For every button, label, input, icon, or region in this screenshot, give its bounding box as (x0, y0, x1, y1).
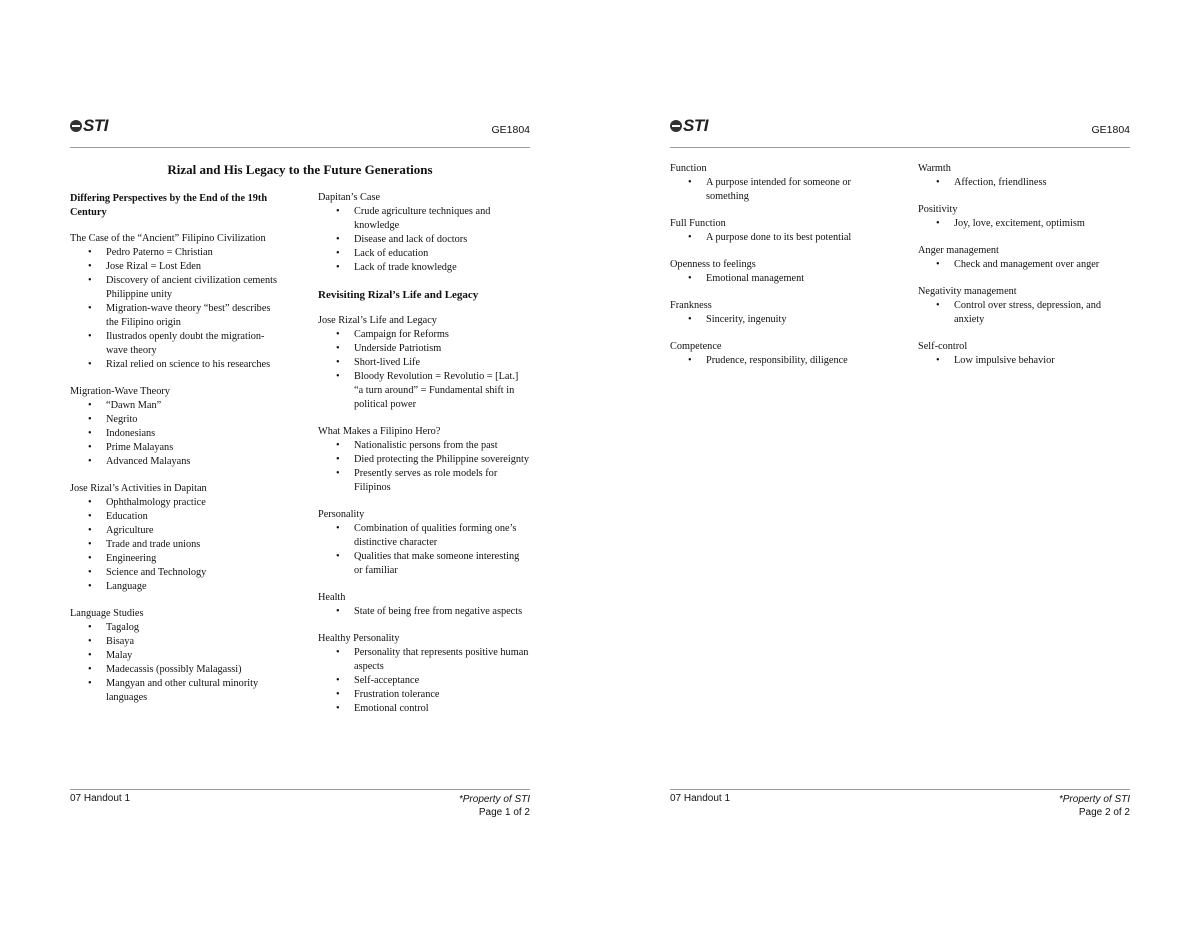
content-section (918, 162, 1130, 190)
subsection-heading: Migration-Wave Theory (70, 386, 170, 397)
content-section (70, 232, 285, 372)
subsection-heading: Language Studies (70, 608, 144, 619)
bullet-list (918, 258, 1130, 272)
bullet-list (318, 439, 530, 495)
bullet-item: • Combination of qualities forming one’s distinctive character (318, 522, 530, 550)
footer-right (1059, 793, 1130, 819)
subsection-heading: Jose Rizal’s Activities in Dapitan (70, 483, 207, 494)
content-section (70, 482, 285, 594)
bullet-item: • Underside Patriotism (318, 342, 530, 356)
bullet-item: • Lack of education (318, 247, 530, 261)
content-section (918, 244, 1130, 272)
bullet-list (318, 646, 530, 716)
subsection-heading: Full Function (670, 218, 726, 229)
sti-logo (670, 116, 708, 136)
bullet-item: • Nationalistic persons from the past (318, 439, 530, 453)
subsection-heading: Frankness (670, 300, 712, 311)
page1-right-column (318, 191, 530, 729)
footer-handout-label: 07 Handout 1 (70, 793, 131, 804)
bullet-item: • Prudence, responsibility, diligence (670, 354, 885, 368)
bullet-list (918, 217, 1130, 231)
bullet-item: • A purpose done to its best potential (670, 231, 885, 245)
sti-logo (70, 116, 108, 136)
bullet-item: • Joy, love, excitement, optimism (918, 217, 1130, 231)
bullet-item: • Qualities that make someone interesting or familiar (318, 550, 530, 578)
bullet-item: • Engineering (70, 552, 285, 566)
footer-page-number: Page 1 of 2 (478, 807, 530, 818)
content-section (918, 203, 1130, 231)
subsection-heading: Healthy Personality (318, 633, 400, 644)
subsection-heading: What Makes a Filipino Hero? (318, 426, 441, 437)
bullet-item: • Bisaya (70, 635, 285, 649)
bullet-item: • Emotional management (670, 272, 885, 286)
bullet-item: • Crude agriculture techniques and knowledge (318, 205, 530, 233)
bullet-item: • Madecassis (possibly Malagassi) (70, 663, 285, 677)
content-section (670, 217, 885, 245)
bullet-item: • Agriculture (70, 524, 285, 538)
content-section (670, 258, 885, 286)
bullet-item: • Tagalog (70, 621, 285, 635)
page2-left-column (670, 162, 885, 381)
header-divider (670, 147, 1130, 148)
subsection-heading: Personality (318, 509, 365, 520)
content-section (318, 508, 530, 578)
bullet-item: • Emotional control (318, 702, 530, 716)
bullet-list (70, 496, 285, 594)
content-section (318, 591, 530, 619)
bullet-item: • Personality that represents positive human aspects (318, 646, 530, 674)
bullet-item: • Frustration tolerance (318, 688, 530, 702)
section-heading: Differing Perspectives by the End of the 19th Century (70, 193, 268, 218)
course-code: GE1804 (491, 124, 530, 136)
content-section (70, 385, 285, 469)
bullet-item: • Presently serves as role models for Filipinos (318, 467, 530, 495)
bullet-item: • Advanced Malayans (70, 455, 285, 469)
bullet-item: • Disease and lack of doctors (318, 233, 530, 247)
subsection-heading: Health (318, 592, 346, 603)
content-section (670, 340, 885, 368)
bullet-item: • Rizal relied on science to his researches (70, 358, 285, 372)
sti-logo-text: STI (83, 116, 108, 135)
content-section (918, 340, 1130, 368)
bullet-item: • Jose Rizal = Lost Eden (70, 260, 285, 274)
content-section (670, 299, 885, 327)
handout-page-1 (70, 0, 530, 927)
content-section (318, 314, 530, 412)
bullet-list (318, 328, 530, 412)
bullet-list (918, 354, 1130, 368)
bullet-item: • Migration-wave theory “best” describes the Filipino origin (70, 302, 285, 330)
bullet-list (70, 399, 285, 469)
bullet-item: • Malay (70, 649, 285, 663)
subsection-heading: Competence (670, 341, 722, 352)
subsection-heading: Jose Rizal’s Life and Legacy (318, 315, 437, 326)
bullet-item: • Ophthalmology practice (70, 496, 285, 510)
subsection-heading: Self-control (918, 341, 968, 352)
content-section (318, 425, 530, 495)
bullet-item: • Ilustrados openly doubt the migration-wave theory (70, 330, 285, 358)
bullet-list (670, 313, 885, 327)
bullet-item: • Negrito (70, 413, 285, 427)
bullet-item: • Education (70, 510, 285, 524)
bullet-item: • Lack of trade knowledge (318, 261, 530, 275)
bullet-item: • Pedro Paterno = Christian (70, 246, 285, 260)
subsection-heading: Anger management (918, 245, 999, 256)
sti-logo-text: STI (683, 116, 708, 135)
content-section (70, 607, 285, 705)
bullet-item: • “Dawn Man” (70, 399, 285, 413)
page2-right-column (918, 162, 1130, 381)
document-title: Rizal and His Legacy to the Future Generations (167, 162, 433, 177)
bullet-item: • Trade and trade unions (70, 538, 285, 552)
bullet-item: • Prime Malayans (70, 441, 285, 455)
content-section (918, 285, 1130, 327)
bullet-item: • Discovery of ancient civilization cements Philippine unity (70, 274, 285, 302)
subsection-heading: The Case of the “Ancient” Filipino Civilization (70, 233, 266, 244)
bullet-list (670, 354, 885, 368)
bullet-item: • Control over stress, depression, and anxiety (918, 299, 1130, 327)
course-code: GE1804 (1091, 124, 1130, 136)
bullet-list (670, 176, 885, 204)
page1-left-column (70, 192, 285, 718)
subsection-heading: Function (670, 163, 707, 174)
subsection-heading: Openness to feelings (670, 259, 756, 270)
bullet-item: • Bloody Revolution = Revolutio = [Lat.] “a turn around” = Fundamental shift in political power (318, 370, 530, 412)
bullet-list (918, 299, 1130, 327)
footer-right (459, 793, 530, 819)
bullet-item: • Check and management over anger (918, 258, 1130, 272)
footer-property: *Property of STI (458, 794, 530, 805)
bullet-item: • A purpose intended for someone or something (670, 176, 885, 204)
footer-property: *Property of STI (1058, 794, 1130, 805)
bullet-item: • State of being free from negative aspects (318, 605, 530, 619)
bullet-item: • Science and Technology (70, 566, 285, 580)
sti-logo-mark-icon (70, 120, 82, 132)
subsection-heading: Negativity management (918, 286, 1017, 297)
bullet-item: • Sincerity, ingenuity (670, 313, 885, 327)
content-section (318, 191, 530, 275)
content-section (670, 162, 885, 204)
footer-page-number: Page 2 of 2 (1078, 807, 1130, 818)
bullet-list (918, 176, 1130, 190)
content-section (318, 632, 530, 716)
bullet-item: • Low impulsive behavior (918, 354, 1130, 368)
bullet-item: • Campaign for Reforms (318, 328, 530, 342)
bullet-list (70, 246, 285, 372)
bullet-item: • Mangyan and other cultural minority languages (70, 677, 285, 705)
bullet-list (318, 522, 530, 578)
bullet-item: • Died protecting the Philippine sovereignty (318, 453, 530, 467)
header-divider (70, 147, 530, 148)
bullet-item: • Affection, friendliness (918, 176, 1130, 190)
handout-page-2 (670, 0, 1130, 927)
sti-logo-mark-icon (670, 120, 682, 132)
bullet-list (670, 272, 885, 286)
bullet-item: • Language (70, 580, 285, 594)
bullet-list (318, 605, 530, 619)
subsection-heading: Positivity (918, 204, 958, 215)
bullet-item: • Self-acceptance (318, 674, 530, 688)
footer-handout-label: 07 Handout 1 (670, 793, 731, 804)
bullet-list (318, 205, 530, 275)
subsection-heading: Dapitan’s Case (318, 192, 381, 203)
bullet-list (70, 621, 285, 705)
footer-divider (670, 789, 1130, 790)
subsection-heading: Warmth (918, 163, 951, 174)
section-heading: Revisiting Rizal’s Life and Legacy (318, 289, 479, 301)
footer-divider (70, 789, 530, 790)
bullet-item: • Indonesians (70, 427, 285, 441)
bullet-list (670, 231, 885, 245)
bullet-item: • Short-lived Life (318, 356, 530, 370)
